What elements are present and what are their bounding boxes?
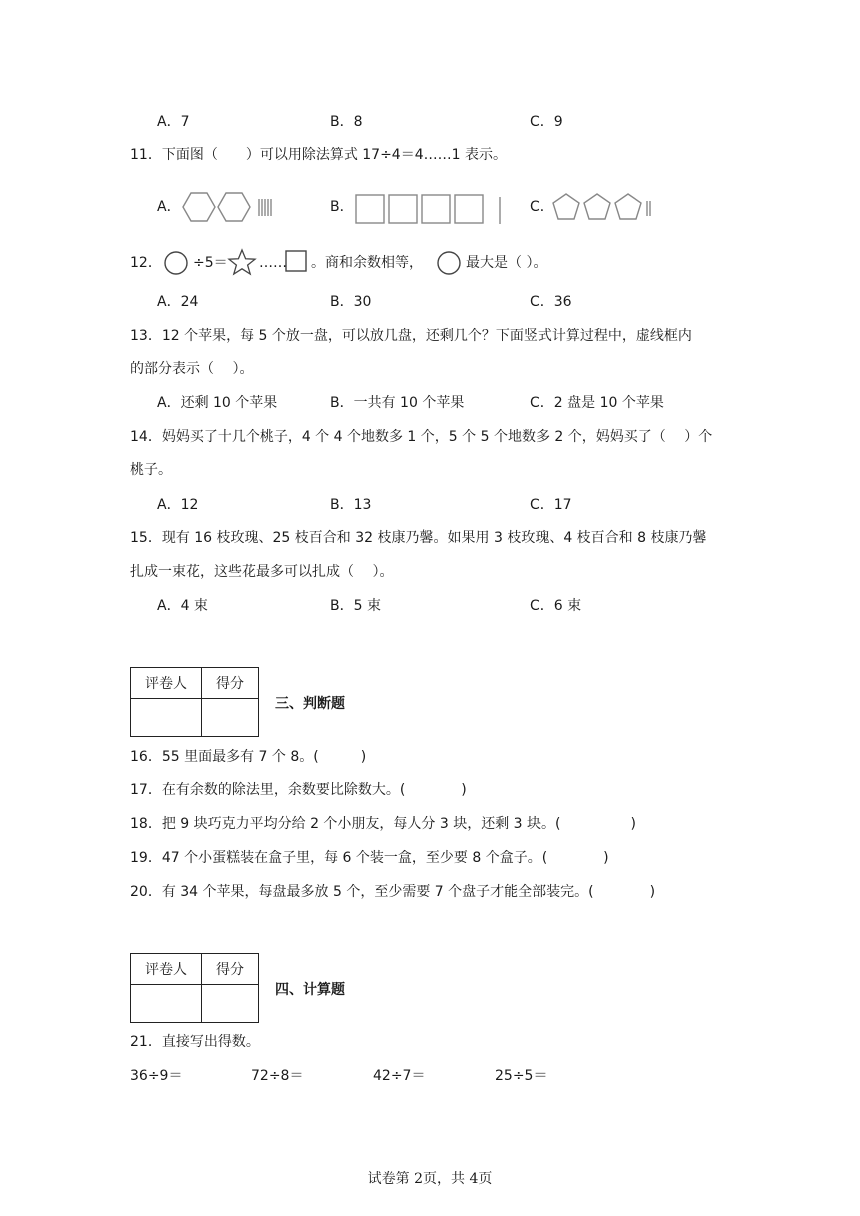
q14-line1: 14．妈妈买了十几个桃子，4 个 4 个地数多 1 个，5 个 5 个地数多 2 个，妈妈买了（ ）个 <box>130 429 713 445</box>
pentagon-icon <box>584 194 610 219</box>
grader-reviewer-header: 评卷人 <box>131 668 202 699</box>
grader-reviewer-cell <box>131 985 202 1023</box>
q11-option-a-label: A． <box>157 199 181 215</box>
q11-option-a-figure <box>180 190 280 224</box>
q14-option-c: C．17 <box>530 497 572 513</box>
q15-option-a: A．4 束 <box>157 598 208 614</box>
q21-item: 42÷7＝ <box>373 1068 426 1084</box>
square-icon <box>285 250 309 274</box>
tally-icon <box>647 201 650 216</box>
q12-option-c: C．36 <box>530 294 572 310</box>
square-icon <box>389 195 417 223</box>
page-footer: 试卷第 2页，共 4页 <box>367 1171 493 1187</box>
grader-table-section3 <box>130 667 259 737</box>
q11-option-c-figure <box>552 192 662 224</box>
grader-score-header: 得分 <box>202 668 259 699</box>
q14-option-a: A．12 <box>157 497 199 513</box>
q17-text: 17．在有余数的除法里，余数要比除数大。( ) <box>130 782 467 798</box>
grader-reviewer-header: 评卷人 <box>131 954 202 985</box>
q15-option-b: B．5 束 <box>330 598 381 614</box>
square-icon <box>356 195 384 223</box>
grader-score-cell <box>202 985 259 1023</box>
q13-line2: 的部分表示（ ）。 <box>130 361 254 377</box>
q14-option-b: B．13 <box>330 497 372 513</box>
q13-line1: 13．12 个苹果，每 5 个放一盘，可以放几盘，还剩几个？下面竖式计算过程中，虚线框内 <box>130 328 692 344</box>
grader-table-section4 <box>130 953 259 1023</box>
q20-text: 20．有 34 个苹果，每盘最多放 5 个，至少需要 7 个盘子才能全部装完。( ) <box>130 884 656 900</box>
grader-score-cell <box>202 699 259 737</box>
section3-title: 三、判断题 <box>275 696 345 712</box>
pentagon-icon <box>615 194 641 219</box>
q10-option-b: B．8 <box>330 114 363 130</box>
tally-icon <box>259 199 271 216</box>
q16-text: 16．55 里面最多有 7 个 8。( ) <box>130 749 367 765</box>
q21-item: 36÷9＝ <box>130 1068 183 1084</box>
q21-item: 25÷5＝ <box>495 1068 548 1084</box>
q11-option-c-label: C． <box>530 199 554 215</box>
q19-text: 19．47 个小蛋糕装在盒子里，每 6 个装一盒，至少要 8 个盒子。( ) <box>130 850 609 866</box>
q12-rest: 。商和余数相等， <box>311 255 423 271</box>
q13-option-c: C．2 盘是 10 个苹果 <box>530 395 664 411</box>
q21-item: 72÷8＝ <box>251 1068 304 1084</box>
q15-line2: 扎成一束花，这些花最多可以扎成（ ）。 <box>130 564 394 580</box>
q15-option-c: C．6 束 <box>530 598 582 614</box>
square-icon <box>422 195 450 223</box>
q13-option-b: B．一共有 10 个苹果 <box>330 395 465 411</box>
hexagon-icon <box>183 193 215 221</box>
star-icon <box>227 248 257 276</box>
q11-option-b-figure <box>354 193 514 227</box>
q11-option-b-label: B． <box>330 199 354 215</box>
section4-title: 四、计算题 <box>275 982 345 998</box>
grader-reviewer-cell <box>131 699 202 737</box>
q12-divide-five: ÷5＝ <box>193 255 228 271</box>
hexagon-icon <box>218 193 250 221</box>
q12-number: 12． <box>130 255 162 271</box>
q13-option-a: A．还剩 10 个苹果 <box>157 395 278 411</box>
square-icon <box>455 195 483 223</box>
q12-option-b: B．30 <box>330 294 372 310</box>
q14-line2: 桃子。 <box>130 462 172 478</box>
grader-score-header: 得分 <box>202 954 259 985</box>
circle-icon <box>163 250 189 276</box>
q15-line1: 15．现有 16 枝玫瑰、25 枝百合和 32 枝康乃馨。如果用 3 枝玫瑰、4 枝百合和 8 枝康乃馨 <box>130 530 707 546</box>
q12-tail: 最大是（ ）。 <box>466 255 548 271</box>
q12-dots: …… <box>259 255 287 271</box>
q21-text: 21．直接写出得数。 <box>130 1034 260 1050</box>
q11-text: 11．下面图（ ）可以用除法算式 17÷4＝4……1 表示。 <box>130 147 507 163</box>
q18-text: 18．把 9 块巧克力平均分给 2 个小朋友，每人分 3 块，还剩 3 块。( ) <box>130 816 636 832</box>
circle-icon <box>436 250 462 276</box>
pentagon-icon <box>553 194 579 219</box>
q10-option-a: A．7 <box>157 114 190 130</box>
q10-option-c: C．9 <box>530 114 563 130</box>
q12-option-a: A．24 <box>157 294 199 310</box>
